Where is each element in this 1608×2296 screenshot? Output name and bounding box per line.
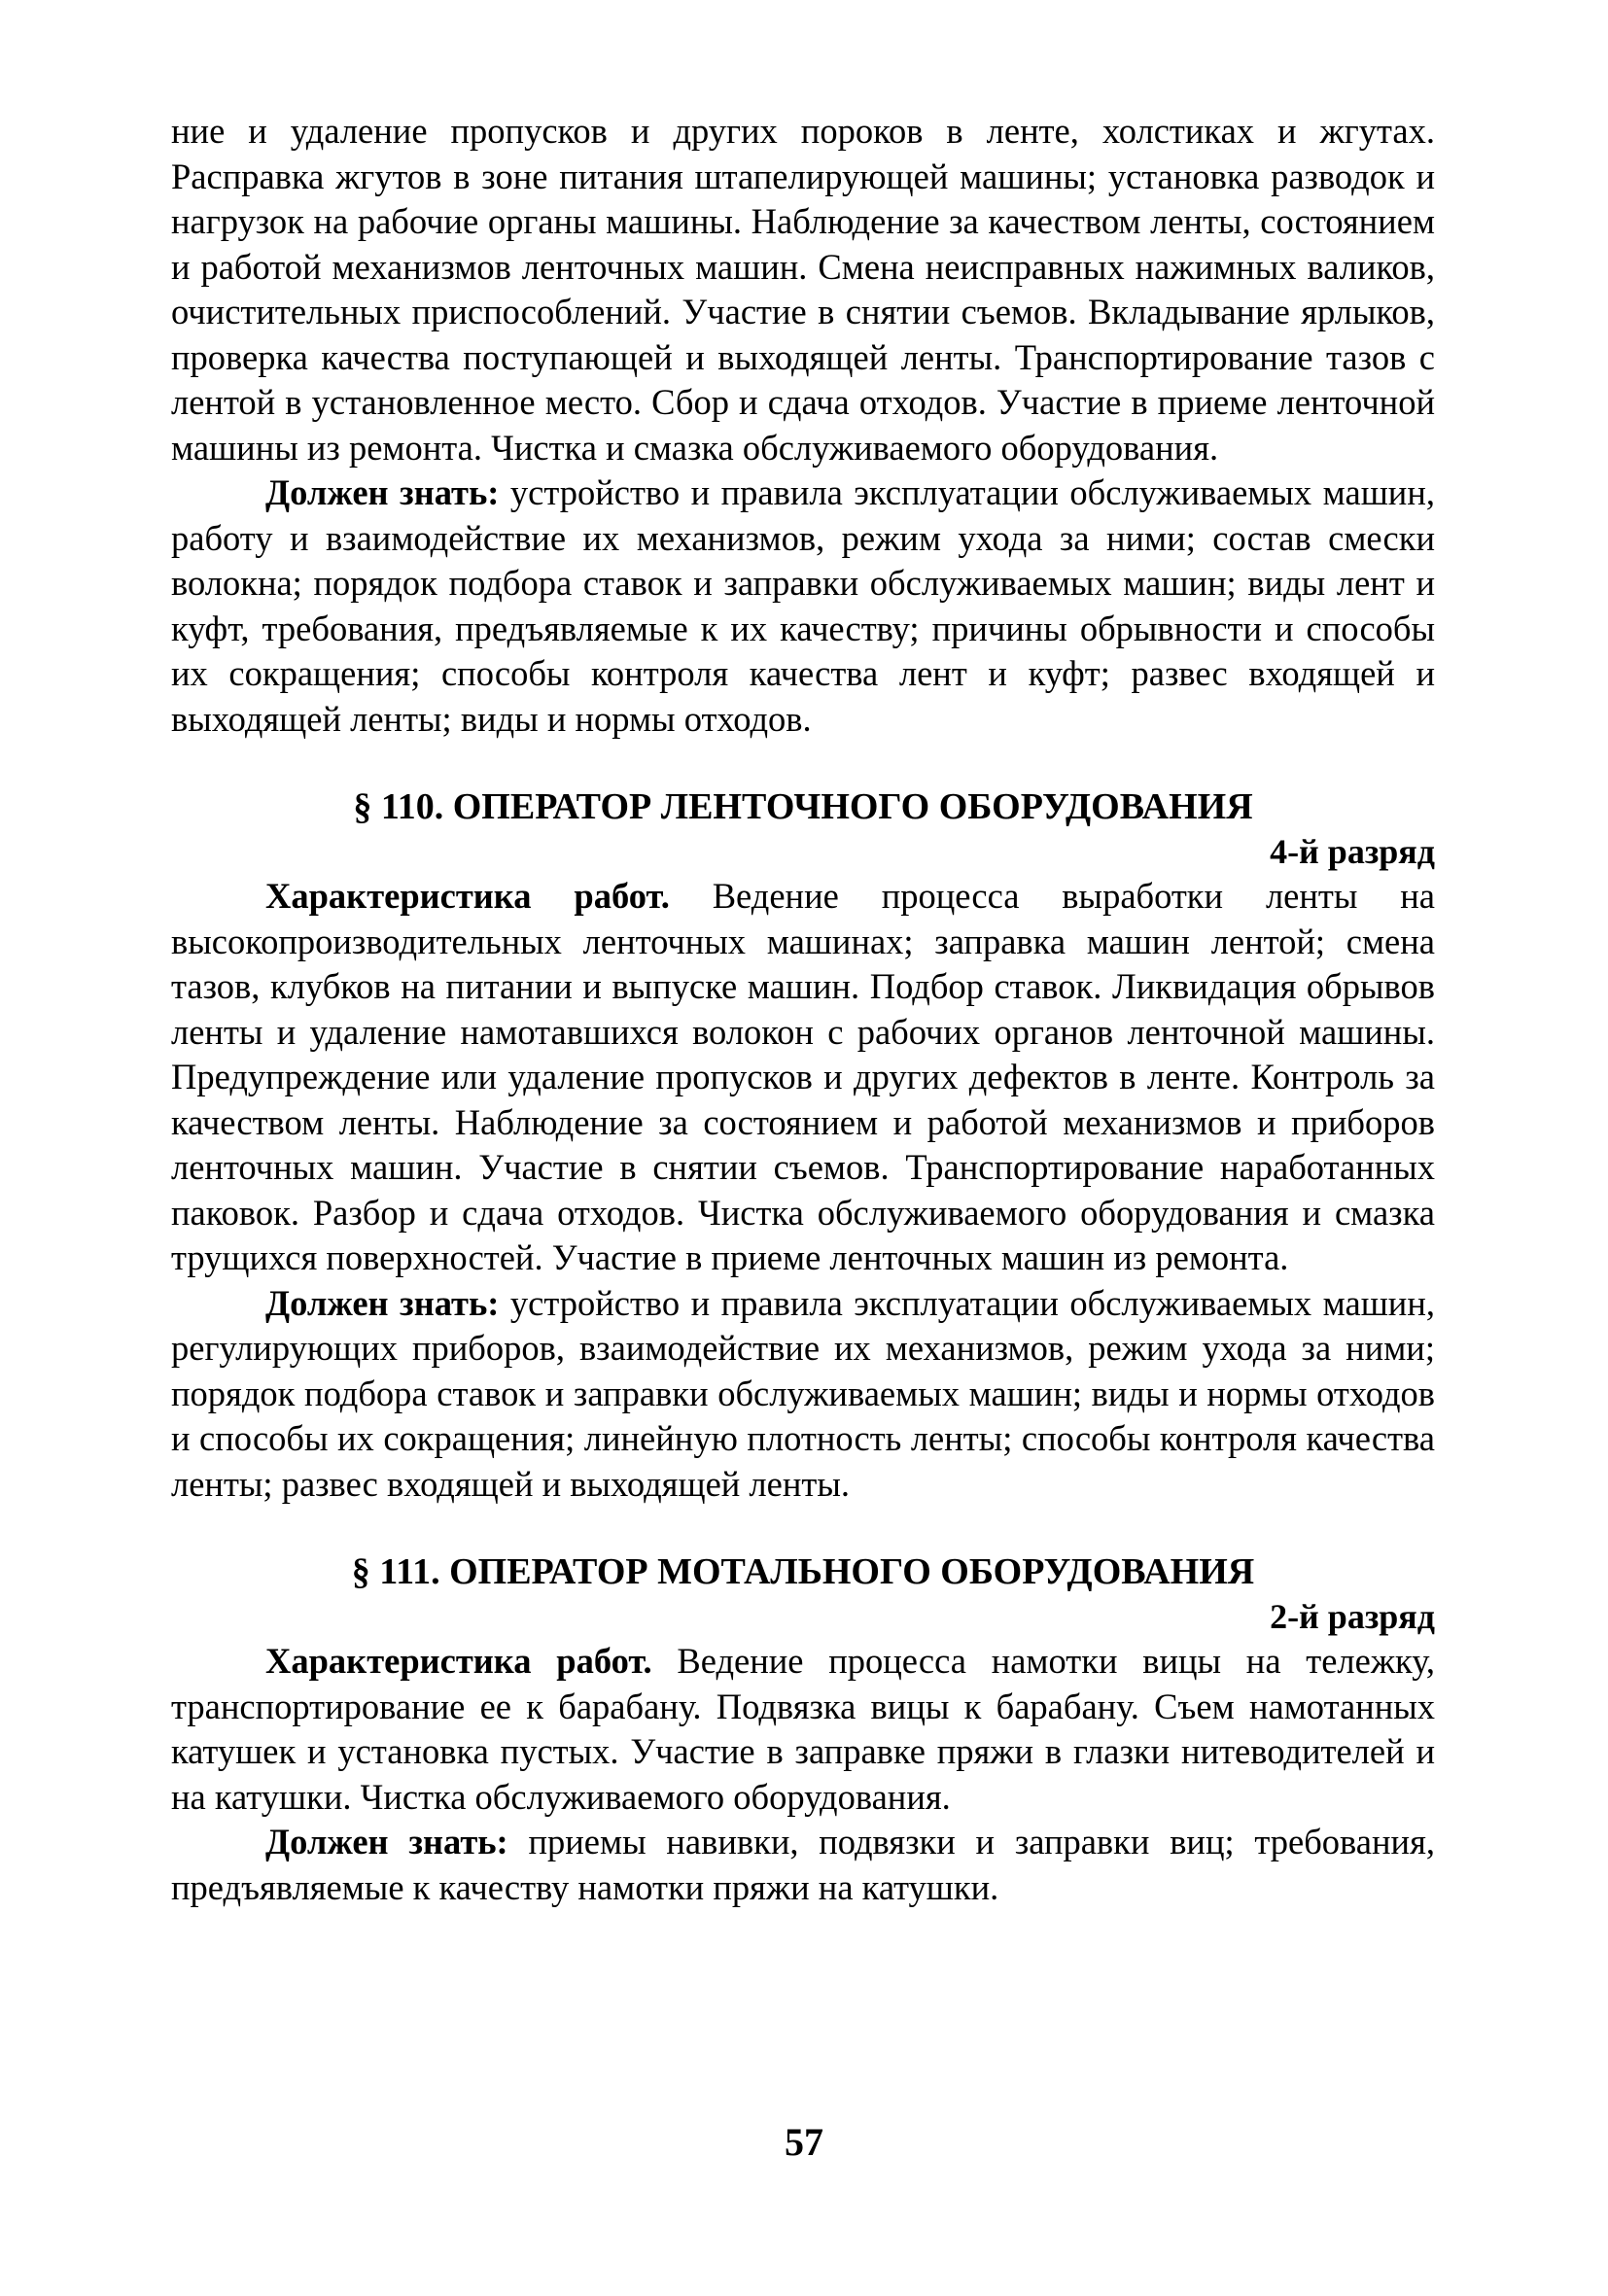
continuation-paragraph [171,109,1435,470]
knowledge-text: устройство и правила эксплуатации обслуживаемых машин, работу и взаимодействие их механизмов, режим ухода за ними; состав смески волокна; порядок подбора ставок и заправки обслуживаемых машин; виды лент и куфт, требования, предъявляемые к их качеству; причины обрывности и способы их сокращения; способы контроля качества лент и куфт; развес входящей и выходящей ленты; виды и нормы отходов. [171,472,1435,739]
section-111-work-paragraph [171,1639,1435,1820]
section-110-heading: § 110. ОПЕРАТОР ЛЕНТОЧНОГО ОБОРУДОВАНИЯ [353,786,1253,827]
page-body [171,109,1435,1910]
knowledge-text: устройство и правила эксплуатации обслуживаемых машин, регулирующих приборов, взаимодействие их механизмов, режим ухода за ними; порядок подбора ставок и заправки обслуживаемых машин; виды и нормы отходов и способы их сокращения; линейную плотность ленты; способы контроля качества ленты; развес входящей и выходящей ленты. [171,1282,1435,1504]
knowledge-label: Должен знать: [265,472,500,512]
continuation-text: ние и удаление пропусков и других пороков в ленте, холстиках и жгутах. Расправка жгутов в зоне питания штапелирующей машины; установка разводок и нагрузок на рабочие органы машины. Наблюдение за качеством ленты, состоянием и работой механизмов ленточных машин. Смена неисправных нажимных валиков, очистительных приспособлений. Участие в снятии съемов. Вкладывание ярлыков, проверка качества поступающей и выходящей ленты. Транспортирование тазов с лентой в установленное место. Сбор и сдача отходов. Участие в приеме ленточной машины из ремонта. Чистка и смазка обслуживаемого оборудования. [171,111,1435,468]
work-text: Ведение процесса намотки вицы на тележку, транспортирование ее к барабану. Подвязка вицы к барабану. Съем намотанных катушек и установка пустых. Участие в заправке пряжи в глазки нитеводителей и на катушки. Чистка обслуживаемого оборудования. [171,1641,1435,1817]
section-110-knowledge-paragraph [171,1281,1435,1508]
work-label: Характеристика работ. [265,1641,652,1681]
section-110-grade: 4-й разряд [1270,832,1435,871]
knowledge-label: Должен знать: [265,1282,500,1323]
section-111-knowledge-paragraph [171,1820,1435,1910]
knowledge-text: приемы навивки, подвязки и заправки виц; требования, предъявляемые к качеству намотки пряжи на катушки. [171,1822,1435,1907]
work-label: Характеристика работ. [265,876,670,916]
section-111-grade: 2-й разряд [1270,1597,1435,1636]
section-111-heading: § 111. ОПЕРАТОР МОТАЛЬНОГО ОБОРУДОВАНИЯ [351,1551,1255,1592]
page-number: 57 [785,2120,823,2164]
continuation-knowledge-paragraph [171,470,1435,742]
section-110-work-paragraph [171,874,1435,1281]
knowledge-label: Должен знать: [265,1822,508,1861]
work-text: Ведение процесса выработки ленты на высокопроизводительных ленточных машинах; заправка машин лентой; смена тазов, клубков на питании и выпуске машин. Подбор ставок. Ликвидация обрывов ленты и удаление намотавшихся волокон с рабочих органов ленточной машины. Предупреждение или удаление пропусков и других дефектов в ленте. Контроль за качеством ленты. Наблюдение за состоянием и работой механизмов и приборов ленточных машин. Участие в снятии съемов. Транспортирование наработанных паковок. Разбор и сдача отходов. Чистка обслуживаемого оборудования и смазка трущихся поверхностей. Участие в приеме ленточных машин из ремонта. [171,876,1436,1277]
